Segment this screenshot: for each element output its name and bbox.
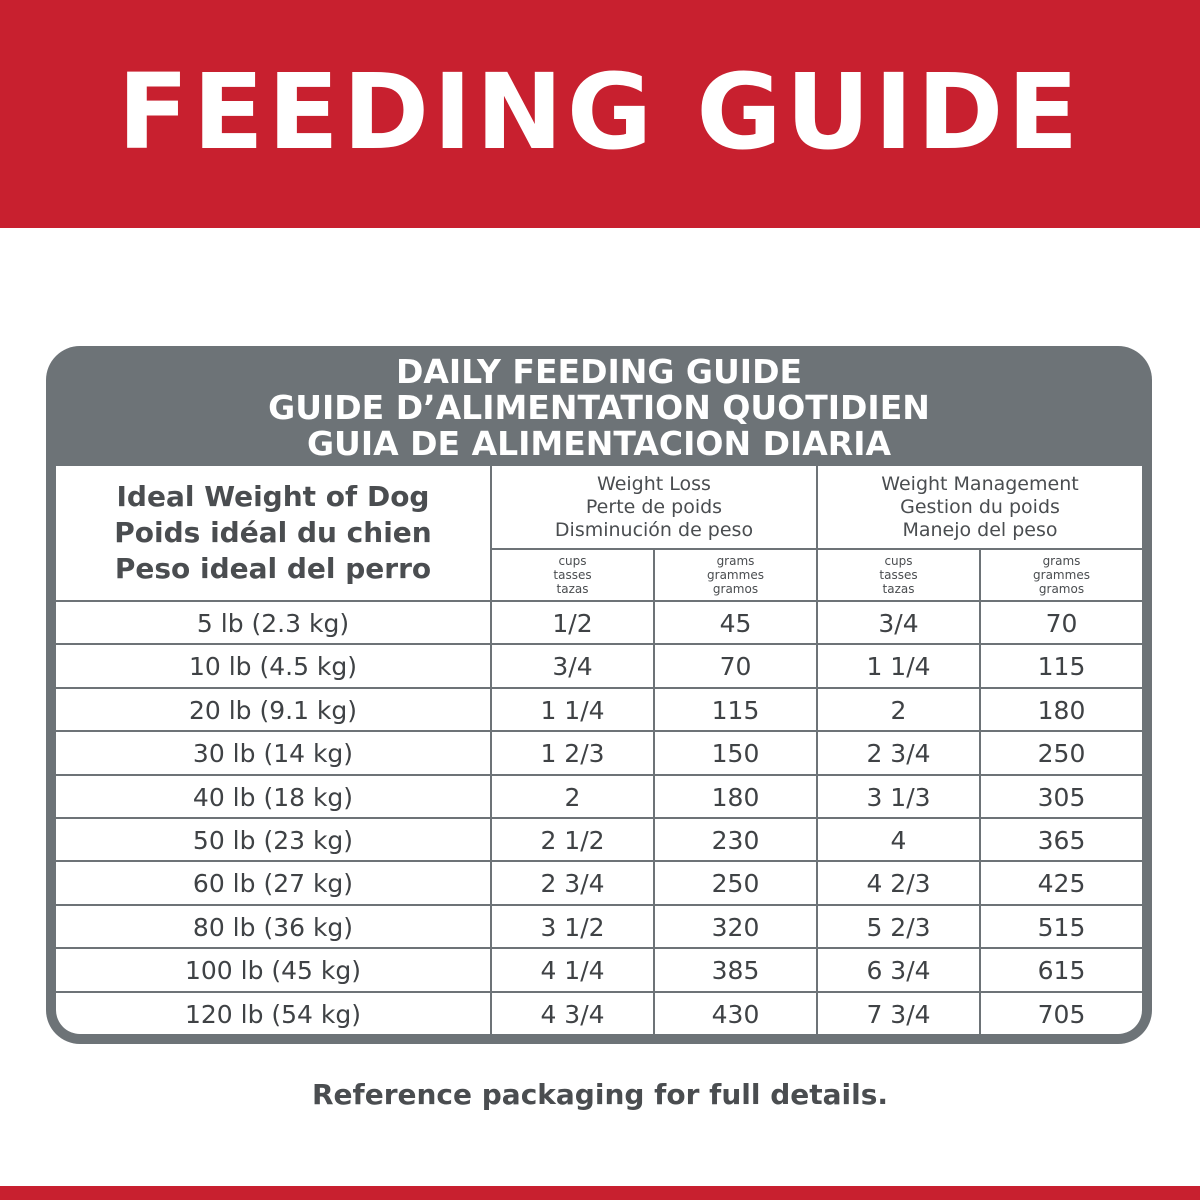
footer-note: Reference packaging for full details. [311, 1078, 889, 1111]
table-cell-loss-grams: 180 [711, 782, 760, 812]
table-cell-mgmt-cups: 6 3/4 [866, 955, 931, 985]
weight-loss-label-es: Disminución de peso [554, 518, 754, 541]
table-cell-mgmt-cups: 1 1/4 [866, 651, 931, 681]
weight-header-en: Ideal Weight of Dog [116, 480, 430, 513]
table-cell-loss-cups: 1 1/4 [540, 695, 605, 725]
title-line-es: GUIA DE ALIMENTACION DIARIA [306, 424, 892, 463]
header-banner [0, 0, 1200, 228]
table-cell-mgmt-cups: 3 1/3 [866, 782, 931, 812]
unit-label: gramos [1038, 582, 1085, 596]
table-cell-loss-grams: 430 [711, 999, 760, 1029]
table-cell-mgmt-cups: 4 [890, 825, 907, 855]
table-cell-loss-grams: 320 [711, 912, 760, 942]
table-cell-mgmt-grams: 425 [1037, 868, 1086, 898]
weight-loss-grams-header [655, 550, 816, 600]
table-cell-weight: 30 lb (14 kg) [192, 738, 354, 768]
table-cell-mgmt-grams: 305 [1037, 782, 1086, 812]
unit-label: grammes [707, 568, 764, 582]
table-cell-weight: 50 lb (23 kg) [192, 825, 354, 855]
table-cell-weight: 10 lb (4.5 kg) [188, 651, 358, 681]
weight-management-grams-header [981, 550, 1142, 600]
weight-loss-label-en: Weight Loss [597, 472, 711, 495]
table-cell-loss-grams: 45 [719, 608, 752, 638]
table-cell-mgmt-cups: 7 3/4 [866, 999, 931, 1029]
page-title: FEEDING GUIDE [117, 51, 1083, 173]
weight-management-label-es: Manejo del peso [902, 518, 1058, 541]
weight-header-fr: Poids idéal du chien [114, 516, 432, 549]
table-cell-mgmt-cups: 2 [890, 695, 907, 725]
table-cell-mgmt-grams: 515 [1037, 912, 1086, 942]
table-cell-loss-grams: 385 [711, 955, 760, 985]
unit-label: tasses [553, 568, 592, 582]
unit-label: tazas [556, 582, 589, 596]
table-cell-loss-cups: 3/4 [552, 651, 593, 681]
table-cell-loss-cups: 2 [564, 782, 581, 812]
table-cell-weight: 80 lb (36 kg) [192, 912, 354, 942]
table-cell-mgmt-cups: 2 3/4 [866, 738, 931, 768]
table-cell-loss-cups: 1 2/3 [540, 738, 605, 768]
table-cell-loss-cups: 2 3/4 [540, 868, 605, 898]
unit-label: grams [1042, 554, 1081, 568]
table-cell-loss-grams: 250 [711, 868, 760, 898]
table-cell-mgmt-cups: 4 2/3 [866, 868, 931, 898]
unit-label: grams [716, 554, 755, 568]
header-divider [490, 548, 1142, 550]
table-cell-loss-grams: 150 [711, 738, 760, 768]
weight-management-header [818, 466, 1142, 548]
table-cell-weight: 100 lb (45 kg) [184, 955, 362, 985]
table-cell-mgmt-grams: 250 [1037, 738, 1086, 768]
table-cell-weight: 40 lb (18 kg) [192, 782, 354, 812]
unit-label: cups [884, 554, 913, 568]
feeding-table [56, 466, 1142, 1034]
unit-label: grammes [1033, 568, 1090, 582]
unit-label: cups [558, 554, 587, 568]
table-cell-weight: 60 lb (27 kg) [192, 868, 354, 898]
table-cell-mgmt-grams: 365 [1037, 825, 1086, 855]
weight-column-header [56, 466, 490, 600]
table-cell-mgmt-grams: 615 [1037, 955, 1086, 985]
table-cell-weight: 20 lb (9.1 kg) [188, 695, 358, 725]
weight-loss-cups-header [492, 550, 653, 600]
unit-label: tasses [879, 568, 918, 582]
table-cell-mgmt-cups: 3/4 [878, 608, 919, 638]
weight-loss-header [492, 466, 816, 548]
table-cell-mgmt-grams: 180 [1037, 695, 1086, 725]
table-cell-loss-grams: 70 [719, 651, 752, 681]
table-cell-loss-cups: 4 3/4 [540, 999, 605, 1029]
table-cell-loss-grams: 115 [711, 695, 760, 725]
weight-management-cups-header [818, 550, 979, 600]
table-cell-mgmt-grams: 705 [1037, 999, 1086, 1029]
weight-management-label-en: Weight Management [881, 472, 1079, 495]
weight-management-label-fr: Gestion du poids [900, 495, 1060, 518]
table-cell-weight: 5 lb (2.3 kg) [196, 608, 350, 638]
table-cell-loss-grams: 230 [711, 825, 760, 855]
table-cell-loss-cups: 1/2 [552, 608, 593, 638]
bottom-accent-bar [0, 1186, 1200, 1200]
table-cell-mgmt-grams: 115 [1037, 651, 1086, 681]
unit-label: tazas [882, 582, 915, 596]
table-cell-mgmt-grams: 70 [1045, 608, 1078, 638]
feeding-guide-card [46, 346, 1152, 1044]
weight-loss-label-fr: Perte de poids [585, 495, 723, 518]
feeding-guide-title [46, 354, 1152, 462]
table-cell-weight: 120 lb (54 kg) [184, 999, 362, 1029]
table-cell-loss-cups: 2 1/2 [540, 825, 605, 855]
table-cell-mgmt-cups: 5 2/3 [866, 912, 931, 942]
weight-header-es: Peso ideal del perro [114, 552, 432, 585]
unit-label: gramos [712, 582, 759, 596]
table-cell-loss-cups: 4 1/4 [540, 955, 605, 985]
table-cell-loss-cups: 3 1/2 [540, 912, 605, 942]
title-line-fr: GUIDE D’ALIMENTATION QUOTIDIEN [268, 388, 930, 427]
title-line-en: DAILY FEEDING GUIDE [395, 352, 803, 391]
